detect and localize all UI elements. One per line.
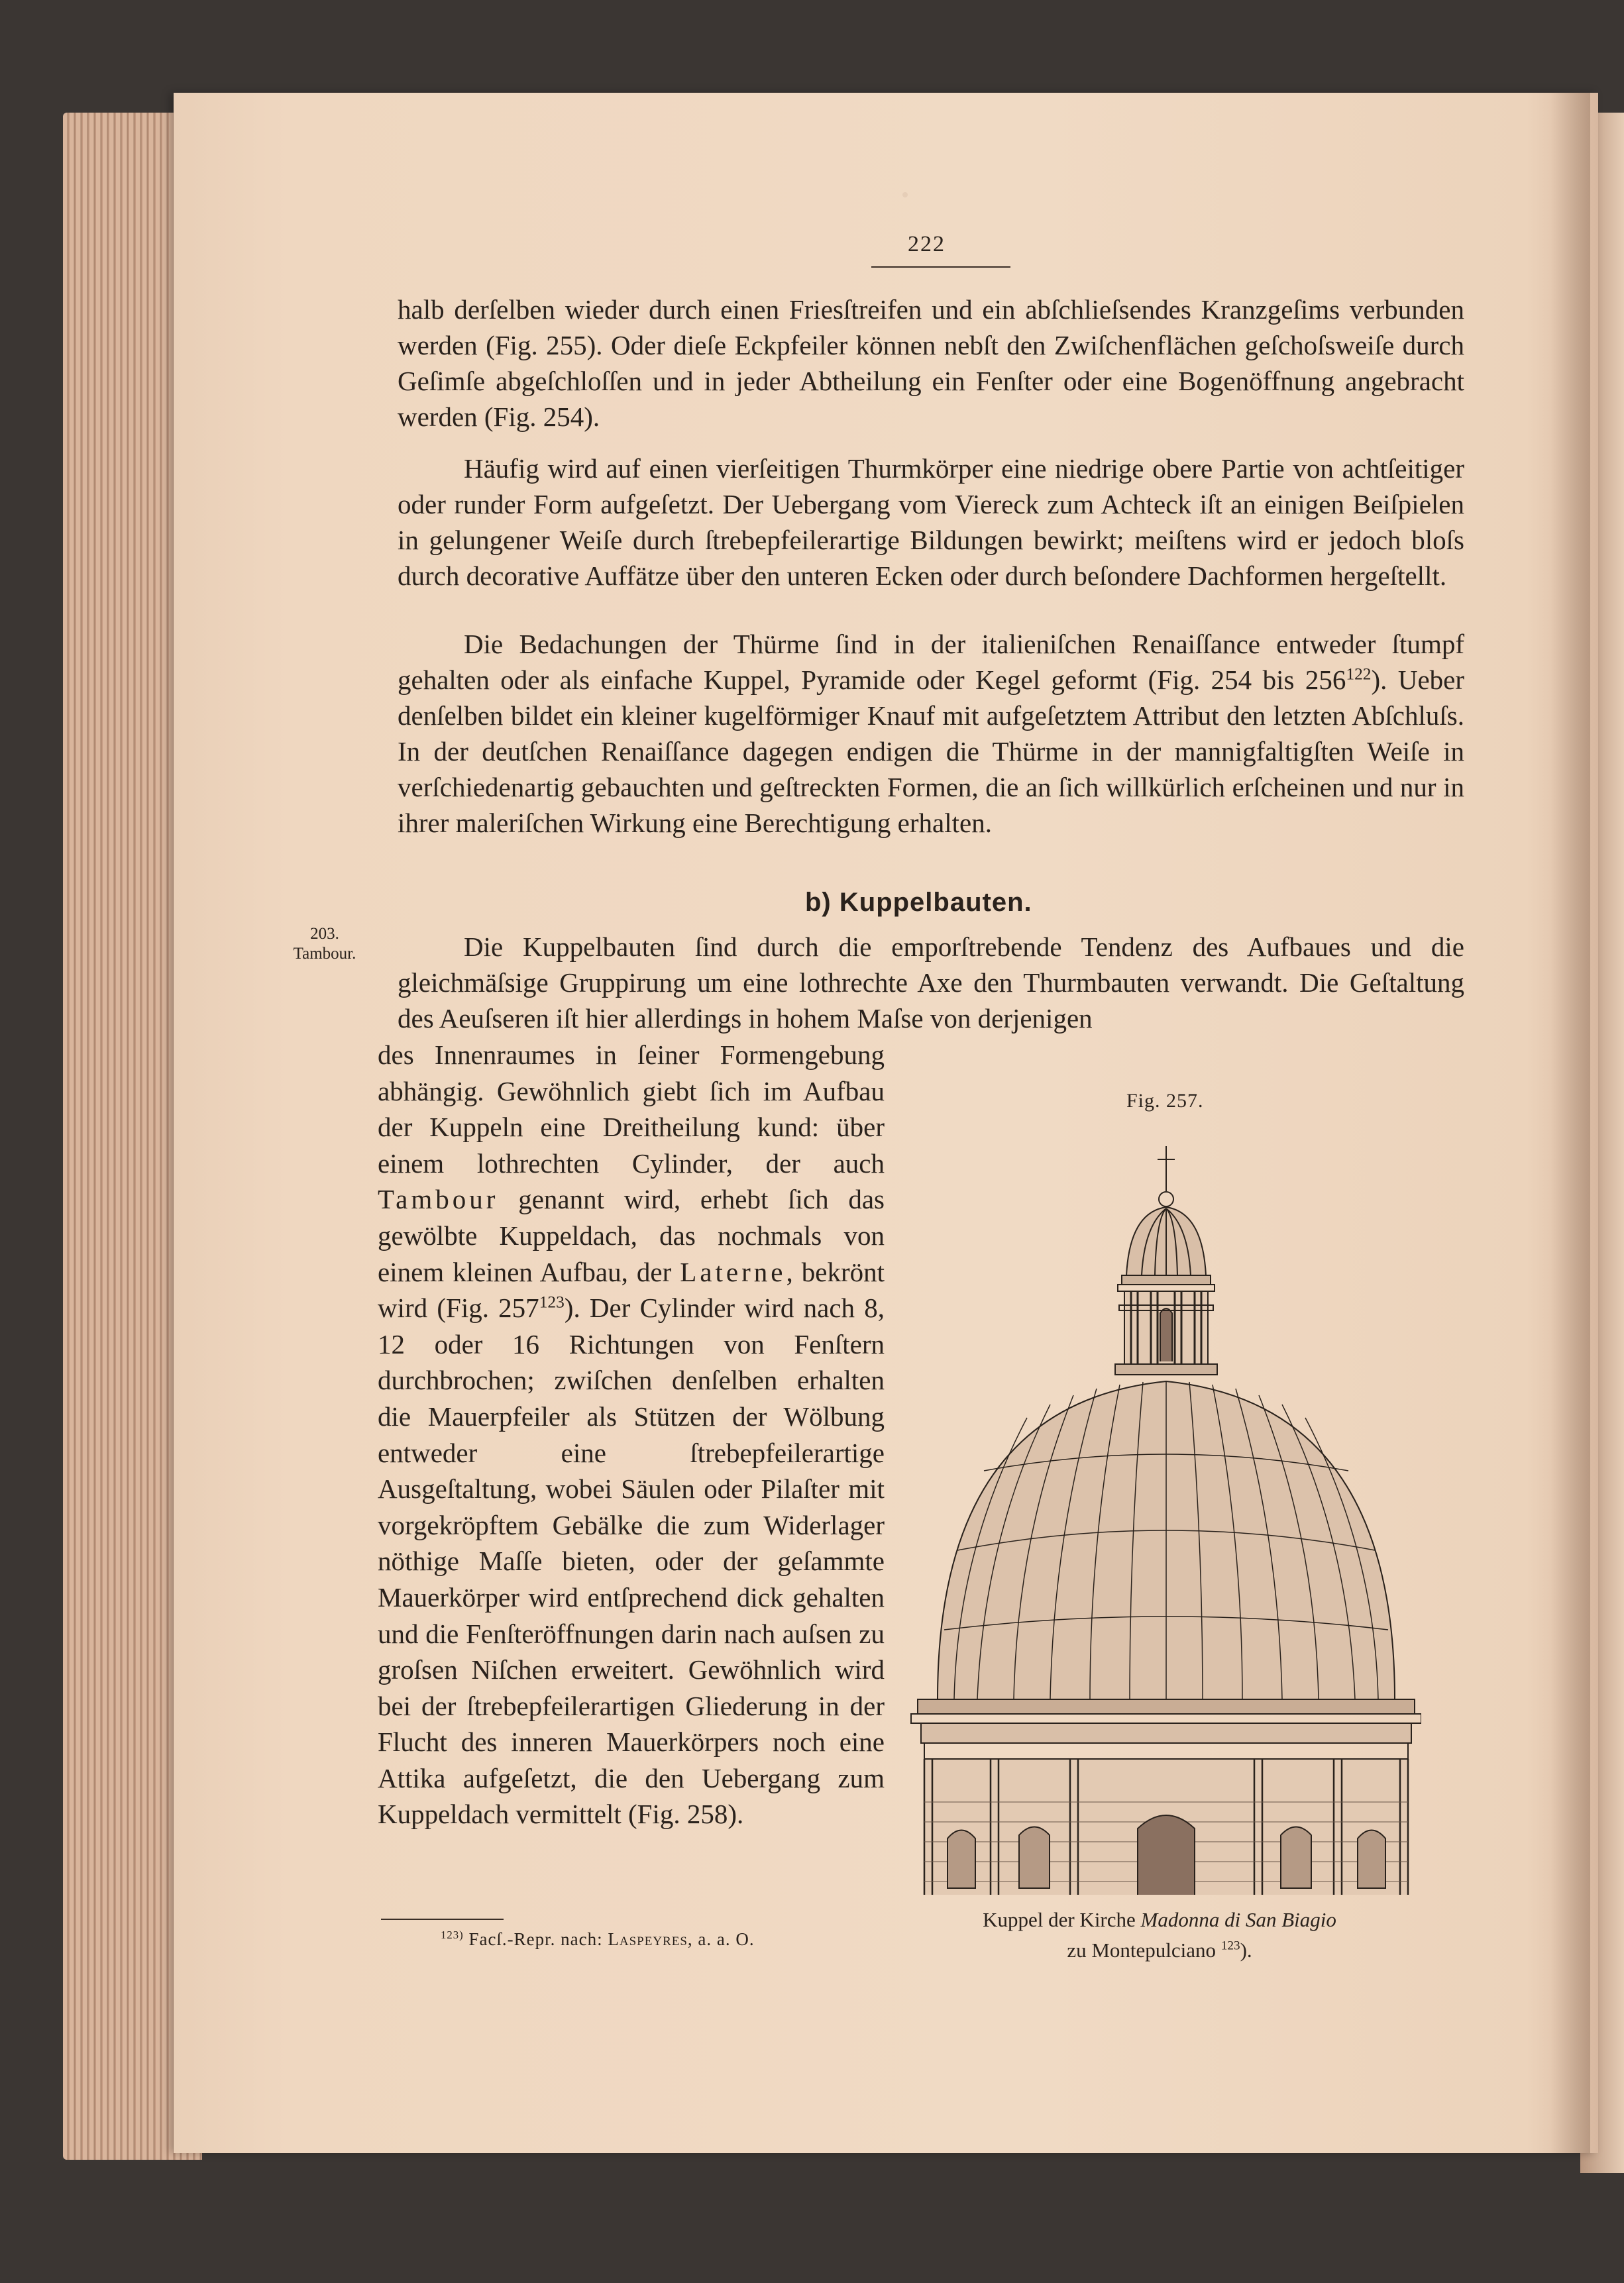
paragraph-text: Häufig wird auf einen vierſeitigen Thurmkörper eine niedrige obere Partie von achtſeitiger oder runder Form aufgeſetzt. Der Uebergang vom Viereck zum Achteck iſt an einigen Beiſpielen in gelungener Weiſe durch ſtrebepfeilerartige Bildungen bewirkt; meiſtens wird er jedoch bloſs durch decorative Auffätze über den unteren Ecken oder durch beſondere Dachformen hergeſtellt. [398, 453, 1464, 591]
paragraph-text: Die Kuppelbauten ſind durch die emporſtrebende Tendenz des Aufbaues und die gleichmäſsige Gruppirung um eine lothrechte Axe den Thurmbauten verwandt. Die Geſtaltung des Aeuſseren iſt hier allerdings in hohem Maſse von derjenigen [398, 931, 1464, 1034]
paragraph-2 [398, 451, 1464, 594]
paragraph-3-part-a: Die Bedachungen der Thürme ſind in der italieniſchen Renaiſſance entweder ſtumpf gehalten oder als einfache Kuppel, Pyramide oder Kegel geformt (Fig. 254 bis 256 [398, 629, 1464, 695]
footnote [441, 1929, 755, 1950]
column-part-d: ). Der Cylinder wird nach 8, 12 oder 16 Richtungen von Fenſtern durchbrochen; zwiſchen denſelben erhalten die Mauerpfeiler als Stützen der Wölbung entweder eine ſtrebepfeilerartige Ausgeſtaltung, wobei Säulen oder Pilaſter mit vorgekröpftem Gebälke die zum Widerlager nöthige Maſſe bieten, oder der geſammte Mauerkörper wird entſprechend dick gehalten und die Fenſteröffnungen darin nach auſsen zu groſsen Niſchen erweitert. Gewöhnlich wird bei der ſtrebepfeilerartigen Gliederung in der Flucht des inneren Mauerkörpers noch eine Attika aufgeſetzt, die den Uebergang zum Kuppeldach vermittelt (Fig. 258). [378, 1293, 885, 1830]
paragraph-text: halb derſelben wieder durch einen Friesſtreifen und ein abſchlieſsendes Kranzgeſims verbunden werden (Fig. 255). Oder dieſe Eckpfeiler können nebſt den Zwiſchenflächen geſchoſsweiſe durch Geſimſe abgeſchloſſen und in jeder Abtheilung ein Fenſter oder eine Bogenöffnung angebracht werden (Fig. 254). [398, 294, 1464, 432]
figure-label: Fig. 257. [1126, 1090, 1204, 1112]
paragraph-3-part-b: ). Ueber denſelben bildet ein kleiner kugelförmiger Knauf mit aufgeſetztem Attribut den letzten Abſchluſs. In der deutſchen Renaiſſance dagegen endigen die Thürme in der mannigfaltigſten Weiſe in verſchiedenartig gebauchten und geſtreckten Formen, die an ſich willkürlich erſcheinen und nur in ihrer maleriſchen Wirkung eine Berechtigung erhalten. [398, 664, 1464, 838]
column-part-b: genannt wird, erhebt ſich das gewölbte Kuppeldach, das nochmals von einem kleinen Aufbau, der [378, 1184, 885, 1287]
caption-location: zu Montepulciano [1067, 1938, 1217, 1962]
kuppel-intro [398, 929, 1464, 1036]
paragraph-text [398, 626, 1464, 841]
footnote-ref-122: 122 [1346, 664, 1372, 684]
column-part-a: des Innenraumes in ſeiner Formengebung abhängig. Gewöhnlich giebt ſich im Aufbau der Kuppeln eine Dreitheilung kund: über einem lothrechten Cylinder, der auch [378, 1039, 885, 1179]
footnote-number: 123) [441, 1929, 464, 1941]
caption-church-name: Madonna di San Biagio [1140, 1908, 1336, 1931]
footnote-text: Facſ.-Repr. nach: [468, 1929, 603, 1949]
caption-end: ). [1240, 1938, 1252, 1962]
footnote-ref-123: 123 [539, 1293, 565, 1312]
lantern-ball [1159, 1192, 1173, 1206]
spine-shadow [1550, 93, 1590, 2153]
caption-footnote-ref: 123 [1220, 1938, 1240, 1953]
footnote-ref: , a. a. O. [687, 1929, 755, 1949]
page-number: 222 [908, 232, 946, 256]
margin-note-label: Tambour. [293, 945, 356, 963]
section-heading: b) Kuppelbauten. [805, 888, 1032, 917]
kuppel-column-text [378, 1037, 885, 1832]
page-number-rule [871, 266, 1010, 268]
paragraph-3 [398, 626, 1464, 841]
cornice [918, 1699, 1415, 1714]
term-laterne: Laterne [680, 1256, 786, 1287]
paragraph-text [378, 1037, 885, 1832]
paper-stain [902, 192, 908, 197]
margin-note-number: 203. [310, 925, 339, 943]
footnote-author: Laspeyres [608, 1929, 688, 1949]
figure-caption [921, 1905, 1398, 1966]
column-part-c: , bekrönt wird (Fig. 257 [378, 1256, 885, 1324]
footnote-rule [381, 1919, 504, 1920]
dome-engraving [891, 1140, 1421, 1895]
term-tambour: Tambour [378, 1184, 499, 1215]
margin-note [272, 924, 378, 964]
paragraph-1 [398, 292, 1464, 435]
caption-prefix: Kuppel der Kirche [983, 1908, 1136, 1931]
